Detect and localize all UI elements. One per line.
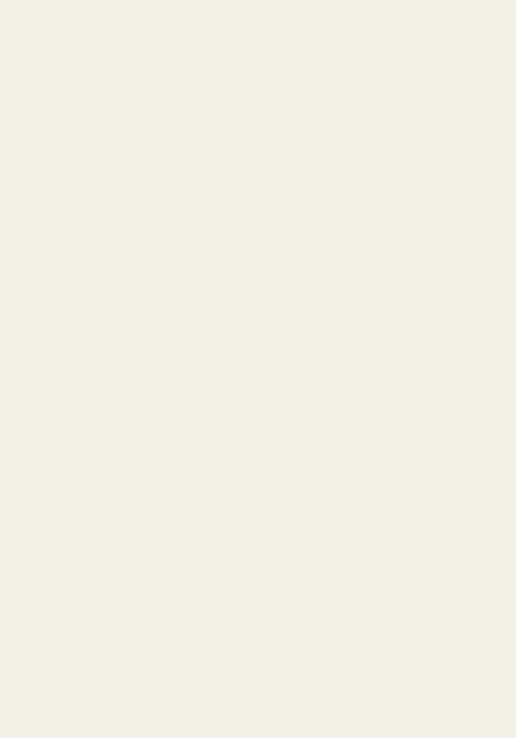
upper-text-block — [18, 28, 488, 364]
lower-text-block — [18, 382, 488, 718]
